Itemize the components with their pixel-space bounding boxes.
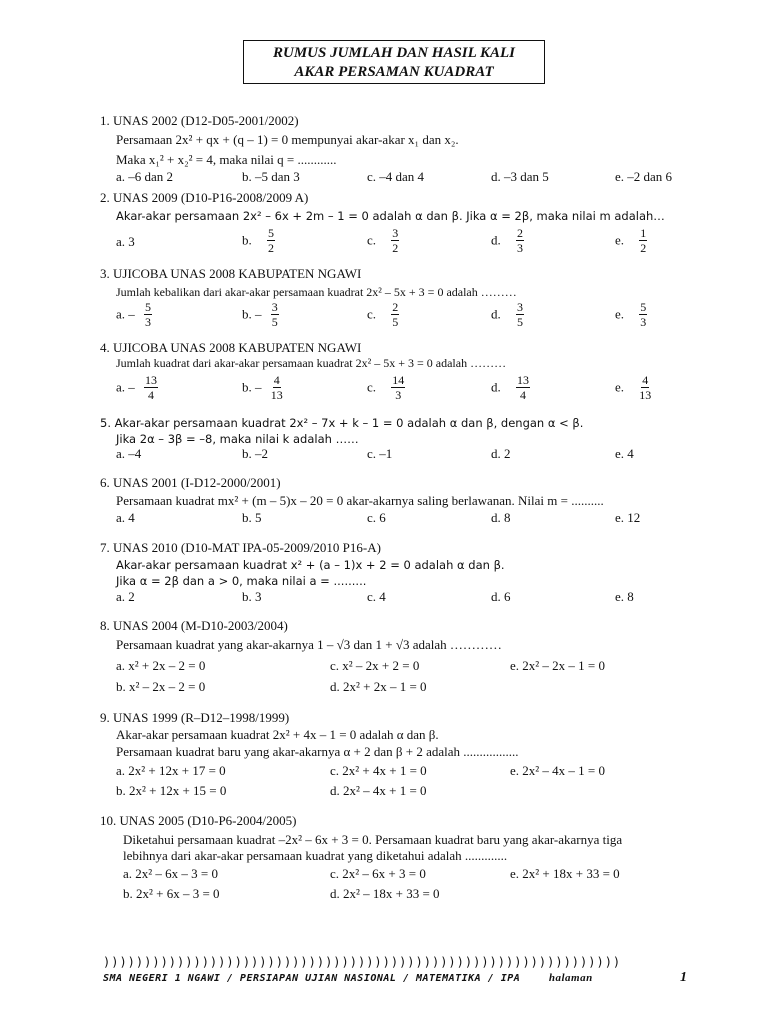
q7-option-d: d. 6 [491,589,511,604]
q1-line2: Maka x₁² + x₂² = 4, maka nilai q = ............ [116,152,337,167]
q10-heading: 10. UNAS 2005 (D10-P6-2004/2005) [100,813,297,828]
q3-option-a: a. – $\frac{5}{3}$ [116,300,152,329]
q6-option-a: a. 4 [116,510,135,525]
q10-option-c: c. 2x² – 6x + 3 = 0 [330,866,426,881]
q4-option-b: b. – $\frac{4}{13}$ [242,373,283,402]
q8-option-a: a. x² + 2x – 2 = 0 [116,658,206,673]
q6-option-e: e. 12 [615,510,641,525]
q4-option-d: d. $\frac{13}{4}$ [491,373,529,402]
q1-option-a: a. –6 dan 2 [116,169,174,184]
q2-heading: 2. UNAS 2009 (D10-P16-2008/2009 A) [100,190,309,205]
q8-option-e: e. 2x² – 2x – 1 = 0 [510,658,605,673]
q10-option-e: e. 2x² + 18x + 33 = 0 [510,866,620,881]
q5-option-e: e. 4 [615,446,634,461]
q6-heading: 6. UNAS 2001 (I-D12-2000/2001) [100,475,281,490]
q10-line2: lebihnya dari akar-akar persamaan kuadrat yang diketahui adalah ............. [123,848,508,863]
q1-option-b: b. –5 dan 3 [242,169,300,184]
q9-option-a: a. 2x² + 12x + 17 = 0 [116,763,226,778]
q6-line1: Persamaan kuadrat mx² + (m – 5)x – 20 = 0 akar-akarnya saling berlawanan. Nilai m = .......... [116,493,604,508]
title-line-1: RUMUS JUMLAH DAN HASIL KALI [273,45,515,61]
q9-option-e: e. 2x² – 4x – 1 = 0 [510,763,605,778]
q2-option-e: e. $\frac{1}{2}$ [615,226,647,255]
q10-option-d: d. 2x² – 18x + 33 = 0 [330,886,440,901]
q6-option-b: b. 5 [242,510,262,525]
q8-heading: 8. UNAS 2004 (M-D10-2003/2004) [100,618,288,633]
q7-option-c: c. 4 [367,589,386,604]
q9-option-d: d. 2x² – 4x + 1 = 0 [330,783,427,798]
q3-option-c: c. $\frac{2}{5}$ [367,300,399,329]
q4-option-c: c. $\frac{14}{3}$ [367,373,405,402]
q2-option-b: b. $\frac{5}{2}$ [242,226,274,255]
q10-option-a: a. 2x² – 6x – 3 = 0 [123,866,218,881]
q2-option-d: d. $\frac{2}{3}$ [491,226,523,255]
q3-heading: 3. UJICOBA UNAS 2008 KABUPATEN NGAWI [100,266,362,281]
q9-line2: Persamaan kuadrat baru yang akar-akarnya α + 2 dan β + 2 adalah ................. [116,744,519,759]
q4-option-a: a. – $\frac{13}{4}$ [116,373,158,402]
q9-option-b: b. 2x² + 12x + 15 = 0 [116,783,227,798]
q3-option-b: b. – $\frac{3}{5}$ [242,300,278,329]
q7-line1: Akar-akar persamaan kuadrat x² + (a – 1)x + 2 = 0 adalah α dan β. [116,558,505,572]
q9-line1: Akar-akar persamaan kuadrat 2x² + 4x – 1 = 0 adalah α dan β. [116,727,439,742]
q9-option-c: c. 2x² + 4x + 1 = 0 [330,763,427,778]
q5-option-b: b. –2 [242,446,268,461]
q1-option-c: c. –4 dan 4 [367,169,425,184]
footer-decoration: ))))))))))))))))))))))))))))))))))))))))))))))))))))))))))))))) [103,955,622,969]
q3-line1: Jumlah kebalikan dari akar-akar persamaan kuadrat 2x² – 5x + 3 = 0 adalah ……… [116,285,517,299]
q1-option-d: d. –3 dan 5 [491,169,549,184]
title-line-2: AKAR PERSAMAN KUADRAT [294,64,494,80]
q2-option-c: c. $\frac{3}{2}$ [367,226,399,255]
q5-option-a: a. –4 [116,446,142,461]
title-box [243,40,545,84]
q5-option-c: c. –1 [367,446,393,461]
q5-line1: Jika 2α – 3β = –8, maka nilai k adalah …… [116,432,359,446]
q1-line1: Persamaan 2x² + qx + (q – 1) = 0 mempunyai akar-akar x₁ dan x₂. [116,132,459,147]
q7-option-a: a. 2 [116,589,135,604]
footer-school: SMA NEGERI 1 NGAWI / PERSIAPAN UJIAN NASIONAL / MATEMATIKA / IPA [103,973,521,984]
q8-line1: Persamaan kuadrat yang akar-akarnya 1 – √3 dan 1 + √3 adalah ………… [116,637,502,652]
q4-heading: 4. UJICOBA UNAS 2008 KABUPATEN NGAWI [100,340,362,355]
q10-line1: Diketahui persamaan kuadrat –2x² – 6x + 3 = 0. Persamaan kuadrat baru yang akar-akarnya tiga [123,832,623,847]
q2-option-a: a. 3 [116,234,135,249]
q6-option-d: d. 8 [491,510,511,525]
footer-halaman: halaman [548,972,593,984]
q2-line1: Akar-akar persamaan 2x² – 6x + 2m – 1 = 0 adalah α dan β. Jika α = 2β, maka nilai m adalah… [116,209,665,223]
q3-option-d: d. $\frac{3}{5}$ [491,300,523,329]
q5-option-d: d. 2 [491,446,511,461]
q7-heading: 7. UNAS 2010 (D10-MAT IPA-05-2009/2010 P16-A) [100,540,381,555]
q5-heading: 5. Akar-akar persamaan kuadrat 2x² – 7x + k – 1 = 0 adalah α dan β, dengan α < β. [100,416,584,430]
q1-heading: 1. UNAS 2002 (D12-D05-2001/2002) [100,113,299,128]
q8-option-d: d. 2x² + 2x – 1 = 0 [330,679,427,694]
q7-option-b: b. 3 [242,589,262,604]
footer-text [103,972,703,984]
q4-line1: Jumlah kuadrat dari akar-akar persamaan kuadrat 2x² – 5x + 3 = 0 adalah ……… [116,356,507,370]
q3-option-e: e. $\frac{5}{3}$ [615,300,647,329]
page-number: 1 [680,970,687,985]
q7-line2: Jika α = 2β dan a > 0, maka nilai a = ......... [116,574,367,588]
q7-option-e: e. 8 [615,589,634,604]
q9-heading: 9. UNAS 1999 (R–D12–1998/1999) [100,710,290,725]
q1-option-e: e. –2 dan 6 [615,169,673,184]
q8-option-c: c. x² – 2x + 2 = 0 [330,658,420,673]
q4-option-e: e. $\frac{4}{13}$ [615,373,652,402]
q10-option-b: b. 2x² + 6x – 3 = 0 [123,886,220,901]
q8-option-b: b. x² – 2x – 2 = 0 [116,679,206,694]
q6-option-c: c. 6 [367,510,386,525]
